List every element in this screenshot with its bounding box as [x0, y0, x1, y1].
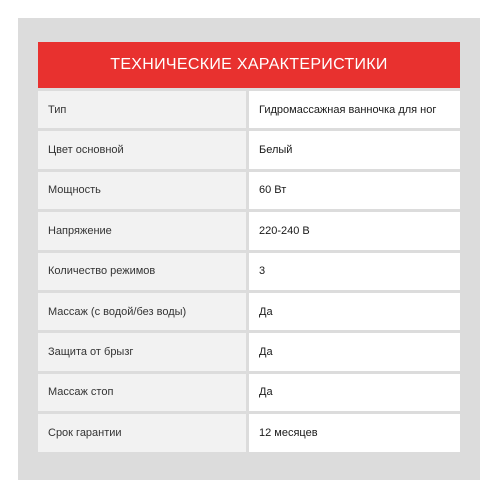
- spec-row-type: [38, 91, 460, 128]
- spec-label: Количество режимов: [38, 253, 246, 290]
- spec-label: Массаж (с водой/без воды): [38, 293, 246, 330]
- spec-label: Напряжение: [38, 212, 246, 249]
- spec-label: Цвет основной: [38, 131, 246, 168]
- spec-label: Массаж стоп: [38, 374, 246, 411]
- spec-value: 220-240 В: [249, 212, 460, 249]
- specs-header: [38, 42, 460, 88]
- spec-value: Да: [249, 293, 460, 330]
- spec-row-warranty: [38, 414, 460, 451]
- spec-label: Защита от брызг: [38, 333, 246, 370]
- spec-value: 3: [249, 253, 460, 290]
- spec-value: 12 месяцев: [249, 414, 460, 451]
- spec-row-voltage: [38, 212, 460, 249]
- spec-row-splash-protection: [38, 333, 460, 370]
- specs-title: ТЕХНИЧЕСКИЕ ХАРАКТЕРИСТИКИ: [110, 56, 388, 73]
- spec-row-color: [38, 131, 460, 168]
- spec-label: Срок гарантии: [38, 414, 246, 451]
- page-frame: [18, 18, 480, 480]
- spec-row-massage-water: [38, 293, 460, 330]
- spec-label: Мощность: [38, 172, 246, 209]
- spec-value: Да: [249, 374, 460, 411]
- spec-row-power: [38, 172, 460, 209]
- spec-value: Да: [249, 333, 460, 370]
- spec-row-foot-massage: [38, 374, 460, 411]
- specs-card: [38, 42, 460, 452]
- spec-value: Белый: [249, 131, 460, 168]
- spec-value: Гидромассажная ванночка для ног: [249, 91, 460, 128]
- spec-row-modes: [38, 253, 460, 290]
- spec-label: Тип: [38, 91, 246, 128]
- spec-value: 60 Вт: [249, 172, 460, 209]
